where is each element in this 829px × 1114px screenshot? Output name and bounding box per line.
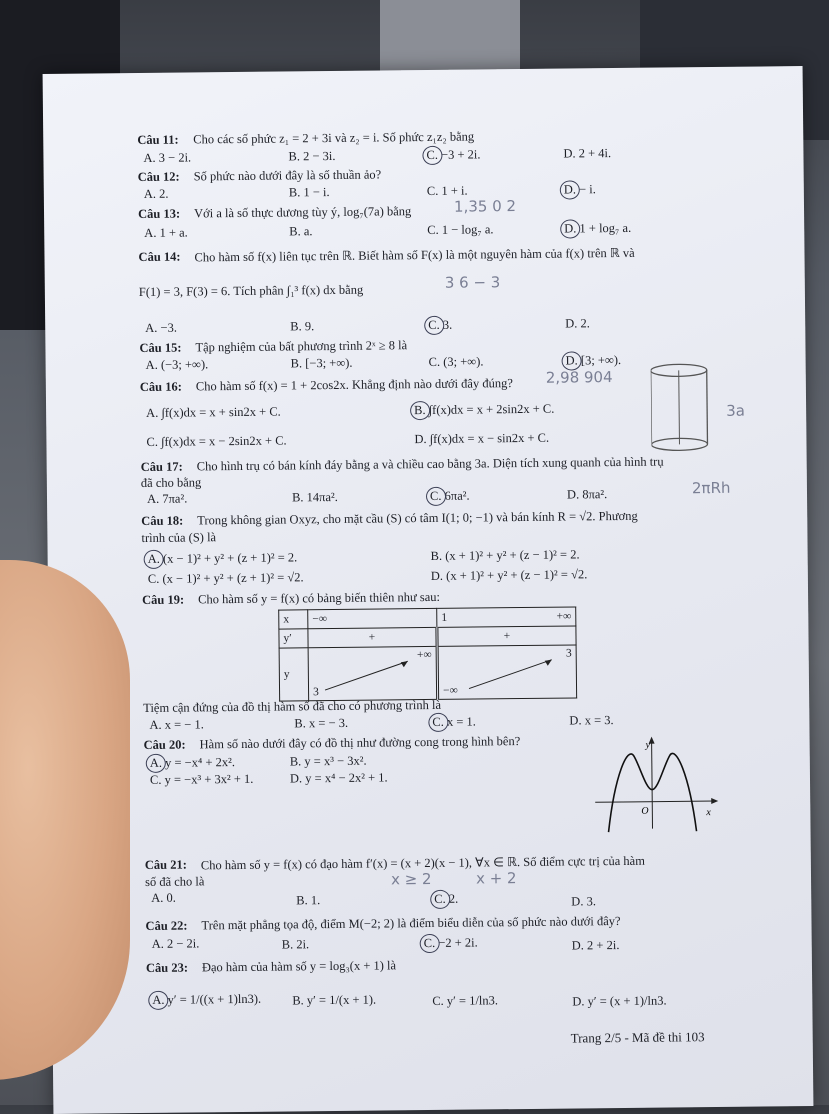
q11-stem: Cho các số phức z₁ = 2 + 3i và z₂ = i. Số phức z₁z₂ bằng — [193, 129, 475, 147]
q12-opt-b: B. 1 − i. — [288, 185, 330, 200]
q13-stem: Với a là số thực dương tùy ý, log₇(7a) bằng — [193, 204, 412, 221]
q13-opt-d: D. 1 + log₇ a. — [564, 220, 632, 236]
exam-paper — [43, 66, 814, 1114]
q13-number: Câu 13: — [137, 206, 181, 222]
bbt-y-label: y — [279, 648, 309, 701]
q17-stem: Cho hình trụ có bán kính đáy bằng a và chiều cao bằng 3a. Diện tích xung quanh của hình trụ — [196, 454, 664, 474]
handwriting-note-7: x + 2 — [475, 869, 517, 888]
bbt-yp-sign-1: + — [308, 627, 437, 647]
q18-opt-c: C. (x − 1)² + y² + (z + 1)² = √2. — [147, 570, 304, 586]
variation-table — [278, 606, 577, 701]
q19-stem-line2: Tiệm cận đứng của đồ thị hàm số đã cho có phương trình là — [143, 697, 442, 715]
q20-answer-mark — [146, 754, 166, 773]
q21-opt-d: D. 3. — [571, 894, 596, 909]
q19-opt-c: C. x = 1. — [432, 714, 476, 729]
graph-x-label: x — [706, 807, 711, 819]
q14-stem: Cho hàm số f(x) liên tục trên ℝ. Biết hàm số F(x) là một nguyên hàm của f(x) trên ℝ và — [194, 245, 635, 265]
q20-opt-c: C. y = −x³ + 3x² + 1. — [149, 771, 254, 787]
q20-stem: Hàm số nào dưới đây có đồ thị như đường cong trong hình bên? — [199, 734, 521, 752]
q12-opt-c: C. 1 + i. — [426, 183, 468, 198]
q13-answer-mark — [560, 219, 580, 238]
q12-stem: Số phức nào dưới đây là số thuần ảo? — [193, 167, 382, 184]
q21-answer-mark — [430, 890, 450, 909]
q11-opt-b: B. 2 − 3i. — [288, 148, 336, 164]
q11-number: Câu 11: — [137, 132, 179, 148]
q21-number: Câu 21: — [144, 857, 187, 872]
q18-stem: Trong không gian Oxyz, cho mặt cầu (S) có tâm I(1; 0; −1) và bán kính R = √2. Phương — [197, 508, 638, 528]
handwriting-note-5: 2πRh — [691, 478, 731, 498]
hand-holding-paper — [0, 560, 130, 1080]
q16-opt-b: B. ∫f(x)dx = x + 2sin2x + C. — [414, 401, 555, 418]
q17-answer-mark — [426, 487, 446, 506]
q13-opt-a: A. 1 + a. — [144, 225, 188, 240]
q21-opt-b: B. 1. — [296, 893, 321, 908]
q12-opt-a: A. 2. — [143, 186, 169, 201]
q16-opt-c: C. ∫f(x)dx = x − 2sin2x + C. — [146, 433, 287, 449]
q22-opt-c: C. −2 + 2i. — [423, 935, 478, 951]
bbt-y-left-3: 3 — [313, 686, 319, 699]
q21-stem-line2: số đã cho là — [144, 874, 205, 889]
q11-opt-c: C. −3 + 2i. — [426, 147, 481, 162]
q16-stem: Cho hàm số f(x) = 1 + 2cos2x. Khẳng định nào dưới đây đúng? — [195, 376, 513, 394]
q11-answer-mark — [422, 146, 442, 165]
q23-opt-b: B. y′ = 1/(x + 1). — [292, 992, 377, 1008]
q23-opt-a: A. y′ = 1/((x + 1)ln3). — [152, 991, 262, 1007]
handwriting-note-4: 3a — [726, 401, 745, 420]
q12-number: Câu 12: — [137, 169, 180, 185]
q14-opt-b: B. 9. — [290, 319, 315, 334]
q23-stem: Đạo hàm của hàm số y = log₃(x + 1) là — [201, 958, 397, 975]
q14-opt-a: A. −3. — [145, 320, 178, 335]
q18-opt-d: D. (x + 1)² + y² + (z − 1)² = √2. — [430, 567, 588, 583]
q22-number: Câu 22: — [145, 918, 188, 933]
q16-number: Câu 16: — [139, 379, 182, 395]
q21-opt-a: A. 0. — [151, 890, 176, 905]
q20-opt-b: B. y = x³ − 3x². — [289, 753, 367, 769]
q18-opt-b: B. (x + 1)² + y² + (z − 1)² = 2. — [430, 547, 580, 563]
q22-opt-a: A. 2 − 2i. — [151, 936, 200, 951]
q17-opt-c: C. 6πa². — [429, 488, 470, 503]
q19-stem: Cho hàm số y = f(x) có bảng biến thiên như sau: — [198, 589, 441, 607]
q19-opt-d: D. x = 3. — [569, 713, 614, 728]
q21-stem: Cho hàm số y = f(x) có đạo hàm f′(x) = (x + 2)(x − 1), ∀x ∈ ℝ. Số điểm cực trị của hàm — [200, 853, 645, 873]
q23-answer-mark — [148, 991, 168, 1010]
q13-opt-c: C. 1 − log₇ a. — [427, 222, 494, 237]
q17-opt-a: A. 7πa². — [146, 491, 188, 506]
q13-opt-b: B. a. — [289, 224, 313, 239]
page-footer: Trang 2/5 - Mã đề thi 103 — [570, 1029, 705, 1046]
bbt-y-neg-inf: −∞ — [442, 684, 458, 697]
q20-number: Câu 20: — [143, 737, 186, 752]
q18-stem-line2: trình của (S) là — [141, 530, 217, 545]
q16-answer-mark — [410, 401, 430, 420]
q22-answer-mark — [420, 934, 440, 953]
bbt-yp-sign-2: + — [437, 626, 576, 646]
q14-number: Câu 14: — [138, 249, 181, 265]
bbt-y-pos-inf: +∞ — [416, 648, 432, 662]
q17-opt-d: D. 8πa². — [566, 487, 608, 502]
q16-opt-a: A. ∫f(x)dx = x + sin2x + C. — [146, 404, 281, 420]
q19-opt-a: A. x = − 1. — [149, 717, 204, 732]
bbt-x-1: 1 — [441, 611, 448, 624]
bbt-arrow-up-2 — [467, 656, 557, 692]
q11-opt-d: D. 2 + 4i. — [563, 146, 612, 161]
q15-opt-b: B. [−3; +∞). — [290, 355, 353, 371]
q18-number: Câu 18: — [141, 513, 184, 528]
curve-graph — [590, 733, 721, 834]
q20-opt-a: A. y = −x⁴ + 2x². — [149, 755, 236, 770]
q11-opt-a: A. 3 − 2i. — [143, 150, 192, 165]
q17-number: Câu 17: — [140, 459, 183, 475]
bbt-x-label: x — [279, 610, 308, 629]
q15-number: Câu 15: — [139, 340, 182, 356]
q19-number: Câu 19: — [142, 592, 185, 607]
q17-opt-b: B. 14πa². — [291, 489, 338, 505]
handwriting-note-6: x ≥ 2 — [390, 869, 432, 889]
bbt-yp-label: y′ — [279, 629, 308, 648]
q15-opt-a: A. (−3; +∞). — [145, 357, 209, 372]
q12-opt-d: D. − i. — [563, 182, 596, 197]
bbt-x-neg-inf: −∞ — [312, 613, 328, 626]
q20-opt-d: D. y = x⁴ − 2x² + 1. — [289, 770, 388, 786]
q18-answer-mark — [144, 550, 164, 569]
bbt-y-right-3: 3 — [565, 647, 572, 660]
q14-opt-c: C. 3. — [428, 317, 453, 332]
q15-stem: Tập nghiệm của bất phương trình 2ˣ ≥ 8 là — [195, 338, 408, 355]
q15-opt-d: D. [3; +∞). — [565, 352, 622, 368]
q16-opt-d: D. ∫f(x)dx = x − sin2x + C. — [414, 430, 550, 447]
q19-opt-b: B. x = − 3. — [294, 715, 349, 731]
q17-stem-line2: đã cho bằng — [140, 475, 202, 491]
exam-content — [123, 67, 754, 1113]
handwriting-note-1: 1,35 0 2 — [453, 197, 517, 216]
q14-opt-d: D. 2. — [565, 316, 590, 331]
q23-number: Câu 23: — [145, 960, 189, 975]
q22-stem: Trên mặt phẳng tọa độ, điểm M(−2; 2) là điểm biểu diễn của số phức nào dưới đây? — [201, 914, 621, 933]
q21-opt-c: C. 2. — [434, 891, 459, 906]
q14-answer-mark — [424, 316, 444, 335]
q19-answer-mark — [428, 713, 448, 732]
bbt-x-pos-inf: +∞ — [556, 610, 572, 623]
graph-origin-label: O — [641, 805, 649, 817]
q22-opt-b: B. 2i. — [281, 937, 310, 952]
q22-opt-d: D. 2 + 2i. — [571, 938, 620, 953]
q23-opt-c: C. y′ = 1/ln3. — [432, 993, 499, 1008]
handwriting-note-3: 2,98 904 — [545, 368, 613, 387]
q15-opt-c: C. (3; +∞). — [428, 354, 484, 369]
graph-y-label: y — [645, 739, 651, 751]
q18-opt-a: A. (x − 1)² + y² + (z + 1)² = 2. — [147, 550, 298, 566]
handwriting-note-2: 3 6 − 3 — [444, 273, 501, 292]
q14-stem-line2: F(1) = 3, F(3) = 6. Tích phân ∫₁³ f(x) dx bằng — [138, 282, 364, 300]
bbt-arrow-up-1 — [323, 657, 413, 693]
q23-opt-d: D. y′ = (x + 1)/ln3. — [572, 993, 667, 1009]
q12-answer-mark — [560, 180, 580, 199]
cylinder-sketch — [651, 362, 762, 463]
